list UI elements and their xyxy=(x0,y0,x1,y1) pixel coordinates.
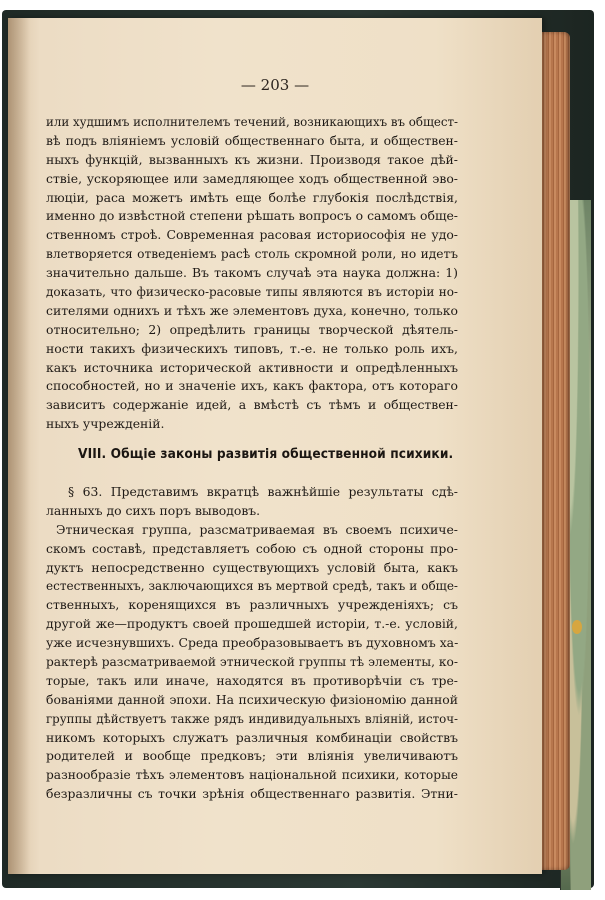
text-line: бованіями данной эпохи. На психическую физіономію данной xyxy=(46,691,458,707)
text-line: скомъ составѣ, представляетъ собою съ одной стороны про- xyxy=(46,540,458,556)
text-line: другой же—продуктъ своей прошедшей исторіи, т.-е. условій, xyxy=(46,616,458,632)
text-line: родителей и вообще предковъ; эти вліянія увеличиваютъ xyxy=(46,748,458,764)
text-line: ственныхъ, коренящихся въ различныхъ учрежденіяхъ; съ xyxy=(46,597,458,613)
text-line: способностей, но и значеніе ихъ, какъ фактора, отъ котораго xyxy=(46,378,458,394)
text-line: уже исчезнувшихъ. Среда преобразовываетъ въ духовномъ ха- xyxy=(46,635,459,651)
text-line: значительно дальше. Въ такомъ случаѣ эта наука должна: 1) xyxy=(46,265,458,281)
text-line: именно до извѣстной степени рѣшать вопросъ о самомъ обще- xyxy=(46,208,458,224)
text-line: ныхъ функцій, вызванныхъ къ жизни. Производя такое дѣй- xyxy=(46,151,458,167)
text-line: Этническая группа, разсматриваемая въ своемъ психиче- xyxy=(56,521,458,537)
text-line: группы дѣйствуетъ также рядъ индивидуальныхъ вліяній, источ- xyxy=(46,711,458,726)
text-line: ствіе, ускоряющее или замедляющее ходъ общественной эво- xyxy=(46,170,458,186)
text-line: доказать, что физическо-расовые типы являются въ исторіи но- xyxy=(46,285,458,300)
book-page xyxy=(8,18,542,874)
page-number: — 203 — xyxy=(240,76,310,94)
text-line: естественныхъ, заключающихся въ мертвой средѣ, такъ и обще- xyxy=(46,579,458,594)
text-line: разнообразіе тѣхъ элементовъ національной психики, которые xyxy=(46,768,458,783)
text-line: рактерѣ разсматриваемой этнической группы тѣ элементы, ко- xyxy=(46,655,458,670)
text-line: ланныхъ до сихъ поръ выводовъ. xyxy=(46,502,261,518)
text-line: никомъ которыхъ служатъ различныя комбинаціи свойствъ xyxy=(46,729,458,745)
text-line: дуктъ непосредственно существующихъ условій быта, какъ xyxy=(46,559,458,575)
text-line: относительно; 2) опредѣлить границы творческой дѣятель- xyxy=(46,321,458,337)
text-line: какъ источника исторической активности и опредѣленныхъ xyxy=(46,359,458,375)
text-line: зависитъ содержаніе идей, а вмѣстѣ съ тѣмъ и обществен- xyxy=(46,397,458,413)
text-line: торые, такъ или иначе, находятся въ противорѣчіи съ тре- xyxy=(46,672,458,688)
text-line: ныхъ учрежденій. xyxy=(46,416,165,432)
top-paragraph xyxy=(46,113,458,434)
text-line: или худшимъ исполнителемъ течений, возникающихъ въ общест- xyxy=(46,115,459,129)
page-gutter-shadow xyxy=(8,18,30,874)
text-line: влетворяется отведеніемъ расѣ столь скромной роли, но идетъ xyxy=(46,247,458,262)
text-line: § 63. Представимъ вкратцѣ важнѣйшіе результаты сдѣ- xyxy=(68,484,458,499)
section-heading: VIII. Общіе законы развитія общественной психики. xyxy=(78,446,454,462)
text-line: ственномъ строѣ. Современная расовая историософія не удо- xyxy=(46,227,458,243)
text-line: вѣ подъ вліяніемъ условій общественнаго быта, и обществен- xyxy=(46,132,458,148)
text-line: безразличны съ точки зрѣнія общественнаго развитія. Этни- xyxy=(46,786,458,802)
section-paragraph xyxy=(46,483,458,804)
text-line: люціи, раса можетъ имѣть еще болѣе глубокія послѣдствія, xyxy=(46,189,458,205)
text-line: сителями однихъ и тѣхъ же элементовъ духа, конечно, только xyxy=(46,302,458,318)
marble-stain xyxy=(572,620,582,634)
text-line: ности такихъ физическихъ типовъ, т.-е. не только роль ихъ, xyxy=(46,340,458,356)
